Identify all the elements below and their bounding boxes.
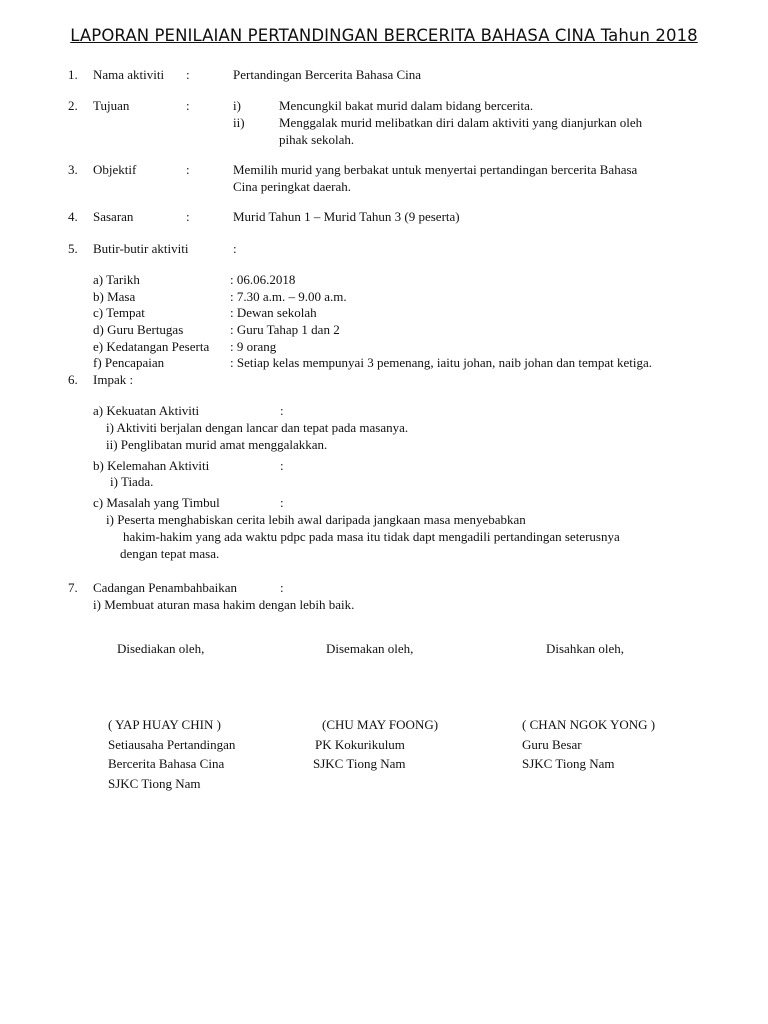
section-4-colon: : [186, 209, 190, 224]
signatory-school: SJKC Tiong Nam [522, 756, 615, 771]
impact-b-colon: : [280, 458, 284, 473]
section-4-label: Sasaran [93, 209, 134, 224]
detail-row-label: a) Tarikh [93, 272, 140, 287]
section-2-colon: : [186, 98, 190, 113]
section-3-value: Memilih murid yang berbakat untuk menyertai pertandingan bercerita Bahasa [233, 162, 638, 177]
detail-row-value: : 7.30 a.m. – 9.00 a.m. [230, 289, 347, 304]
impact-c-item-continued: dengan tepat masa. [120, 546, 220, 561]
section-4-number: 4. [68, 209, 78, 224]
section-6-number: 6. [68, 372, 78, 387]
signatory-name: ( YAP HUAY CHIN ) [108, 717, 221, 732]
impact-c-label: c) Masalah yang Timbul [93, 495, 220, 510]
signatory-school: SJKC Tiong Nam [313, 756, 406, 771]
detail-row-value: : 9 orang [230, 339, 277, 354]
section-1-label: Nama aktiviti [93, 67, 165, 82]
detail-row-value: : Setiap kelas mempunyai 3 pemenang, iaitu johan, naib johan dan tempat ketiga. [230, 355, 653, 370]
impact-c-item-continued: hakim-hakim yang ada waktu pdpc pada masa itu tidak dapt mengadili pertandingan seterusnya [123, 529, 620, 544]
impact-a-item: ii) Penglibatan murid amat menggalakkan. [106, 437, 328, 452]
signatory-role: Guru Besar [522, 737, 582, 752]
section-4-value: Murid Tahun 1 – Murid Tahun 3 (9 peserta) [233, 209, 460, 224]
section-3-number: 3. [68, 162, 78, 177]
list-item-text: Mencungkil bakat murid dalam bidang bercerita. [279, 98, 534, 113]
detail-row-label: d) Guru Bertugas [93, 322, 184, 337]
signatory-role: Bercerita Bahasa Cina [108, 756, 225, 771]
section-3-colon: : [186, 162, 190, 177]
impact-c-item: i) Peserta menghabiskan cerita lebih awal daripada jangkaan masa menyebabkan [106, 512, 526, 527]
impact-b-item: i) Tiada. [110, 474, 154, 489]
impact-b-label: b) Kelemahan Aktiviti [93, 458, 210, 473]
section-1-value: Pertandingan Bercerita Bahasa Cina [233, 67, 422, 82]
section-5-number: 5. [68, 241, 78, 256]
section-5-label: Butir-butir aktiviti [93, 241, 189, 256]
detail-row-value: : Guru Tahap 1 dan 2 [230, 322, 340, 337]
section-6-label: Impak : [93, 372, 134, 387]
list-item-marker: ii) [233, 115, 245, 130]
signatory-role: Setiausaha Pertandingan [108, 737, 236, 752]
section-2-label: Tujuan [93, 98, 130, 113]
signature-heading-reviewed: Disemakan oleh, [326, 641, 414, 656]
impact-a-colon: : [280, 403, 284, 418]
signatory-role: PK Kokurikulum [315, 737, 405, 752]
section-7-number: 7. [68, 580, 78, 595]
impact-c-colon: : [280, 495, 284, 510]
impact-a-label: a) Kekuatan Aktiviti [93, 403, 200, 418]
section-1-number: 1. [68, 67, 78, 82]
signatory-name: (CHU MAY FOONG) [322, 717, 439, 732]
section-7-item: i) Membuat aturan masa hakim dengan lebih baik. [93, 597, 355, 612]
signature-heading-approved: Disahkan oleh, [546, 641, 624, 656]
list-item-text: Menggalak murid melibatkan diri dalam aktiviti yang dianjurkan oleh [279, 115, 643, 130]
detail-row-label: b) Masa [93, 289, 136, 304]
signatory-school: SJKC Tiong Nam [108, 776, 201, 791]
detail-row-label: c) Tempat [93, 305, 145, 320]
detail-row-value: : Dewan sekolah [230, 305, 317, 320]
signature-heading-prepared: Disediakan oleh, [117, 641, 205, 656]
detail-row-label: e) Kedatangan Peserta [93, 339, 210, 354]
section-7-colon: : [280, 580, 284, 595]
section-5-colon: : [233, 241, 237, 256]
section-3-label: Objektif [93, 162, 137, 177]
section-3-value-continued: Cina peringkat daerah. [233, 179, 352, 194]
detail-row-label: f) Pencapaian [93, 355, 165, 370]
report-title: LAPORAN PENILAIAN PERTANDINGAN BERCERITA BAHASA CINA Tahun 2018 [70, 26, 698, 45]
impact-a-item: i) Aktiviti berjalan dengan lancar dan tepat pada masanya. [106, 420, 409, 435]
section-7-label: Cadangan Penambahbaikan [93, 580, 238, 595]
section-1-colon: : [186, 67, 190, 82]
list-item-text-continued: pihak sekolah. [279, 132, 355, 147]
section-2-number: 2. [68, 98, 78, 113]
detail-row-value: : 06.06.2018 [230, 272, 296, 287]
signatory-name: ( CHAN NGOK YONG ) [522, 717, 656, 732]
list-item-marker: i) [233, 98, 241, 113]
